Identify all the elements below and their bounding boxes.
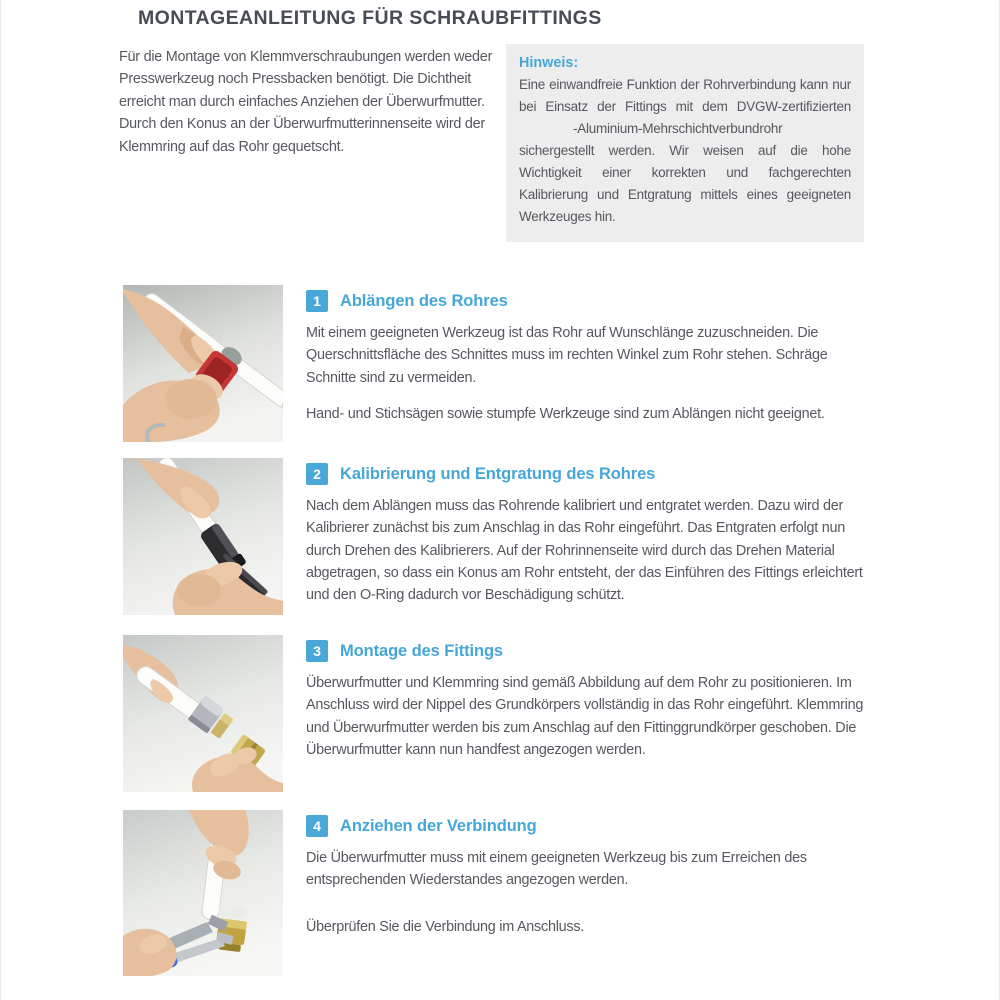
step-header-2 [306, 463, 878, 485]
step-title: Ablängen des Rohres [340, 291, 508, 310]
pipe-cutter-illustration [123, 285, 283, 442]
step-body: Überwurfmutter und Klemmring sind gemäß Abbildung auf dem Rohr zu positionieren. Im Anschluss wird der Nippel des Grundkörpers vollständig in das Rohr eingeführt. Klemmring und Überwurfmutter werden bis zum Anschlag auf den Fittinggrundkörper geschoben. Die Überwurfmutter kann nun handfest angezogen werden. [306, 675, 864, 758]
photo-pipe-calibrating [123, 458, 283, 615]
step-row-2 [1, 458, 1000, 630]
step-header-1 [306, 290, 878, 312]
step-row-3 [1, 635, 1000, 807]
step-body: Nach dem Ablängen muss das Rohrende kalibriert und entgratet werden. Dazu wird der Kalibrierer zunächst bis zum Anschlag in das Rohr eingeführt. Das Entgraten erfolgt nun durch Drehen des Kalibrierers. Auf der Rohrinnenseite wird durch das Drehen Material abgetragen, so dass ein Konus am Rohr entsteht, der das Einführen des Fittings erleichtert und den O-Ring dadurch vor Beschädigung schützt. [306, 498, 863, 604]
step-row-4 [1, 810, 1000, 982]
step-row-1 [1, 285, 1000, 457]
step-text-4 [306, 810, 878, 938]
redacted-brand-gap [519, 132, 573, 133]
note-label: Hinweis: [519, 55, 579, 71]
page-title: MONTAGEANLEITUNG FÜR SCHRAUBFITTINGS [138, 7, 602, 29]
photo-pipe-cutting [123, 285, 283, 442]
step-text-2 [306, 458, 878, 606]
step-number-badge: 4 [306, 815, 328, 837]
step-extra-note: Überprüfen Sie die Verbindung im Anschluss. [306, 918, 585, 935]
step-number-badge: 1 [306, 290, 328, 312]
step-title: Anziehen der Verbindung [340, 816, 537, 835]
step-header-4 [306, 815, 878, 837]
step-title: Kalibrierung und Entgratung des Rohres [340, 464, 656, 483]
step-header-3 [306, 640, 878, 662]
step-body: Mit einem geeigneten Werkzeug ist das Rohr auf Wunschlänge zuzuschneiden. Die Querschnittsfläche des Schnittes muss im rechten Winkel zum Rohr stehen. Schräge Schnitte sind zu vermeiden. [306, 325, 828, 386]
step-number-badge: 2 [306, 463, 328, 485]
note-text-part2: -Aluminium-Mehrschichtverbundrohr sichergestellt werden. Wir weisen auf die hohe Wichtigkeit einer korrekten und fachgerechten Kalibrierung und Entgratung mittels eines geeigneten Werkzeuges hin. [519, 121, 851, 224]
step-title: Montage des Fittings [340, 641, 504, 660]
photo-fitting-assembly [123, 635, 283, 792]
intro-paragraph: Für die Montage von Klemmverschraubungen werden weder Presswerkzeug noch Pressbacken benötigt. Die Dichtheit erreicht man durch einfaches Anziehen der Überwurfmutter. Durch den Konus an der Überwurfmutterinnenseite wird der Klemmring auf das Rohr gequetscht. [119, 49, 493, 155]
step-body: Die Überwurfmutter muss mit einem geeigneten Werkzeug bis zum Erreichen des entsprechenden Wiederstandes angezogen werden. [306, 850, 807, 889]
step-number-badge: 3 [306, 640, 328, 662]
step-text-3 [306, 635, 878, 761]
note-text-part1: Eine einwandfreie Funktion der Rohrverbindung kann nur bei Einsatz der Fittings mit dem DVGW-zertifizierten [519, 77, 851, 114]
note-text [519, 74, 851, 228]
step-extra-note: Hand- und Stichsägen sowie stumpfe Werkzeuge sind zum Ablängen nicht geeignet. [306, 405, 825, 422]
calibrator-tool-illustration [123, 458, 283, 615]
step-text-1 [306, 285, 878, 425]
fitting-assembly-illustration [123, 635, 283, 792]
note-box [506, 44, 864, 242]
wrench-tightening-illustration [123, 810, 283, 976]
photo-tightening-connection [123, 810, 283, 976]
